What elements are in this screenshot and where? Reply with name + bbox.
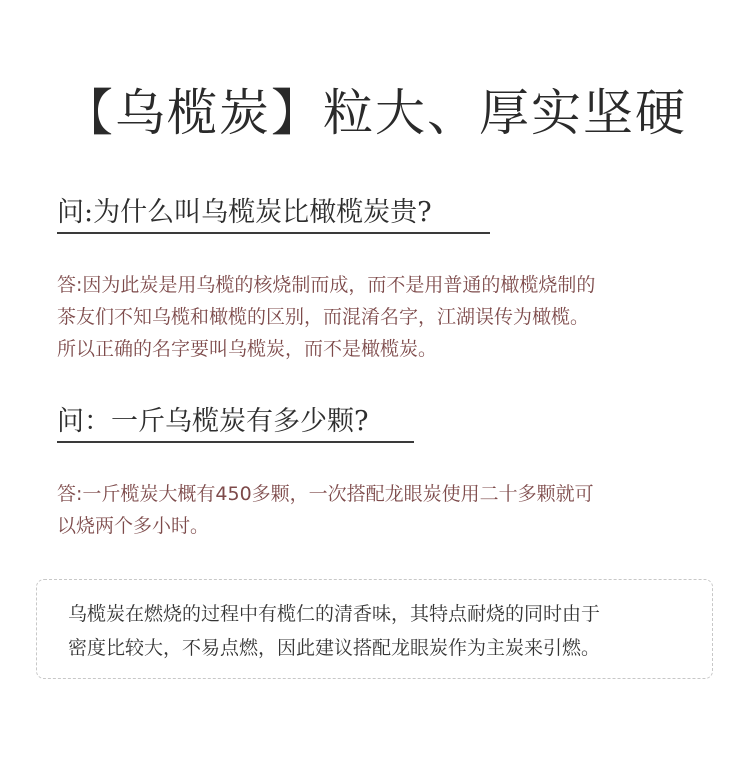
answer-2 bbox=[57, 478, 717, 542]
note-line: 密度比较大，不易点燃，因此建议搭配龙眼炭作为主炭来引燃。 bbox=[68, 637, 601, 659]
answer-1-line: 茶友们不知乌榄和橄榄的区别，而混淆名字，江湖误传为橄榄。 bbox=[57, 306, 590, 328]
note-line: 乌榄炭在燃烧的过程中有榄仁的清香味，其特点耐烧的同时由于 bbox=[68, 603, 601, 625]
answer-1-line: 所以正确的名字要叫乌榄炭，而不是橄榄炭。 bbox=[57, 338, 438, 360]
note-text bbox=[68, 597, 708, 665]
answer-1 bbox=[57, 269, 717, 365]
answer-2-line: 答:一斤榄炭大概有450多颗，一次搭配龙眼炭使用二十多颗就可 bbox=[57, 483, 594, 505]
answer-2-line: 以烧两个多小时。 bbox=[57, 515, 210, 537]
question-1: 问:为什么叫乌榄炭比橄榄炭贵? bbox=[57, 196, 490, 234]
question-2: 问：一斤乌榄炭有多少颗? bbox=[57, 405, 414, 443]
answer-1-line: 答:因为此炭是用乌榄的核烧制而成，而不是用普通的橄榄烧制的 bbox=[57, 274, 596, 296]
page-title: 【乌榄炭】粒大、厚实坚硬 bbox=[63, 84, 687, 142]
